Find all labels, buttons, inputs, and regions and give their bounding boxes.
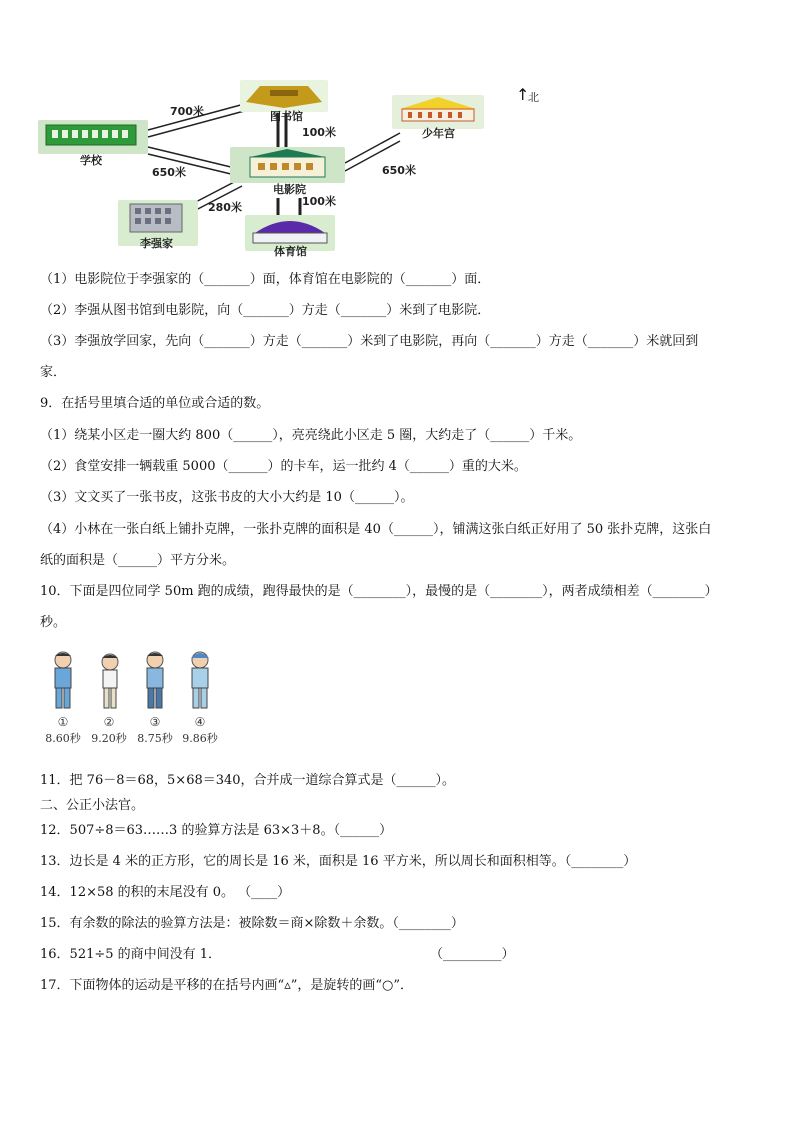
school-building (38, 120, 148, 154)
runner-1-num: ① (57, 715, 69, 729)
q9-3: （3）文文买了一张书皮，这张书皮的大小大约是 10（______）。 (40, 490, 414, 505)
runner-1-figure (48, 650, 78, 714)
runner-3-num: ③ (149, 715, 161, 729)
runner-3-time: 8.75秒 (137, 732, 173, 745)
q16-blank: （_________） (430, 947, 515, 962)
map-figure (30, 75, 539, 258)
q15: 15．有余数的除法的验算方法是：被除数＝商×除数＋余数。（________） (40, 916, 464, 931)
runner-2-figure (95, 652, 125, 714)
north-arrow-icon: ↑ (516, 85, 530, 104)
runner-2-num: ② (103, 715, 115, 729)
distance-school-cinema: 650米 (152, 166, 186, 179)
distance-home-cinema: 280米 (208, 201, 242, 214)
north-label: 北 (528, 91, 539, 104)
q14: 14．12×58 的积的末尾没有 0。 （____） (40, 885, 291, 900)
runner-4-num: ④ (194, 715, 206, 729)
youth-palace-label: 少年宫 (422, 127, 455, 140)
q8-1: （1）电影院位于李强家的（_______）面，体育馆在电影院的（_______）面． (40, 272, 491, 287)
library-label: 图书馆 (270, 110, 303, 123)
q17: 17．下面物体的运动是平移的在括号内画“▵”，是旋转的画“○”． (40, 978, 413, 993)
q13: 13．边长是 4 米的正方形，它的周长是 16 米，面积是 16 平方米，所以周长和面积相等。（________） (40, 854, 637, 869)
runner-2-time: 9.20秒 (91, 732, 127, 745)
runners-figure (40, 650, 240, 750)
q10a: 10．下面是四位同学 50m 跑的成绩，跑得最快的是（________），最慢的是（________），两者成绩相差（________） (40, 584, 718, 599)
distance-library-cinema: 100米 (302, 126, 336, 139)
cinema-building (230, 147, 345, 183)
distance-cinema-youth: 650米 (382, 164, 416, 177)
runner-4-time: 9.86秒 (182, 732, 218, 745)
q9-4b: 纸的面积是（______）平方分米。 (40, 553, 236, 568)
q8-2: （2）李强从图书馆到电影院，向（_______）方走（_______）米到了电影院． (40, 303, 491, 318)
gym-label: 体育馆 (274, 245, 307, 258)
q9-1: （1）绕某小区走一圈大约 800（______），亮亮绕此小区走 5 圈，大约走了（______）千米。 (40, 428, 582, 443)
youth-palace-building (392, 95, 484, 129)
runner-4-figure (185, 650, 215, 714)
q10b: 秒。 (40, 615, 67, 630)
runner-3-figure (140, 650, 170, 714)
home-label: 李强家 (140, 237, 173, 250)
q9-4a: （4）小林在一张白纸上铺扑克牌，一张扑克牌的面积是 40（______），铺满这张白纸正好用了 50 张扑克牌，这张白 (40, 522, 712, 537)
cinema-label: 电影院 (273, 183, 306, 196)
runner-1-time: 8.60秒 (45, 732, 81, 745)
q12: 12．507÷8＝63……3 的验算方法是 63×3＋8。（______） (40, 823, 393, 838)
section-2-heading: 二、公正小法官。 (40, 798, 145, 813)
q9-2: （2）食堂安排一辆载重 5000（______）的卡车，运一批约 4（______）重的大米。 (40, 459, 527, 474)
q16: 16．521÷5 的商中间没有 1． (40, 947, 222, 962)
distance-cinema-gym: 100米 (302, 195, 336, 208)
q8-3a: （3）李强放学回家，先向（_______）方走（_______）米到了电影院，再向（_______）方走（_______）米就回到 (40, 334, 699, 349)
q9-heading: 9．在括号里填合适的单位或合适的数。 (40, 396, 270, 411)
distance-school-library: 700米 (170, 105, 204, 118)
school-label: 学校 (80, 154, 102, 167)
q11: 11．把 76－8＝68，5×68＝340，合并成一道综合算式是（______）。 (40, 773, 456, 788)
q8-3b: 家． (40, 365, 67, 380)
